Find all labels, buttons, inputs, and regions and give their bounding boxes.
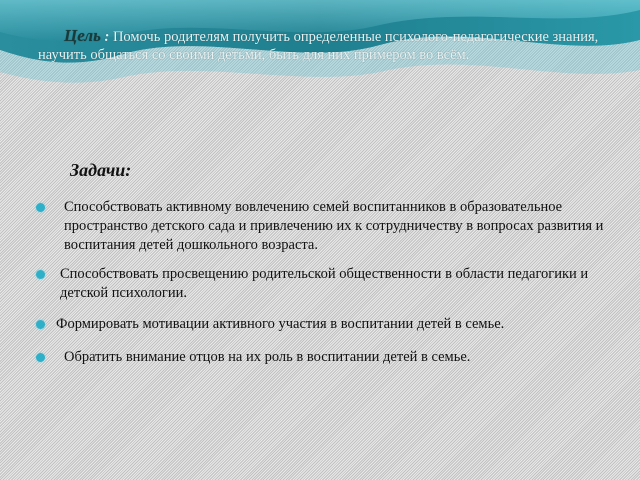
task-text: Способствовать просвещению родительской общественности в области педагогики и детской психологии. [60,266,589,301]
tasks-list [34,198,619,367]
task-item [34,265,619,303]
goal-separator: : [100,29,113,45]
goal-text: Помочь родителям получить определенные психолого-педагогические знания, научить общаться со своими детьми, быть для них примером во всём. [38,29,599,63]
task-item [34,315,619,334]
tasks-heading: Задачи: [70,160,132,180]
bullet-icon [36,353,45,362]
goal-paragraph [38,27,623,64]
task-text: Обратить внимание отцов на их роль в воспитании детей в семье. [64,349,471,365]
goal-label: Цель [64,26,101,45]
bullet-icon [36,203,45,212]
task-text: Формировать мотивации активного участия в воспитании детей в семье. [56,316,505,332]
bullet-icon [36,270,45,279]
task-text: Способствовать активному вовлечению семей воспитанников в образовательное пространство детского сада и привлечению их к сотрудничеству в вопросах развития и воспитания детей дошкольного возраста. [64,199,604,253]
task-item [34,198,619,255]
task-item [34,348,619,367]
bullet-icon [36,320,45,329]
